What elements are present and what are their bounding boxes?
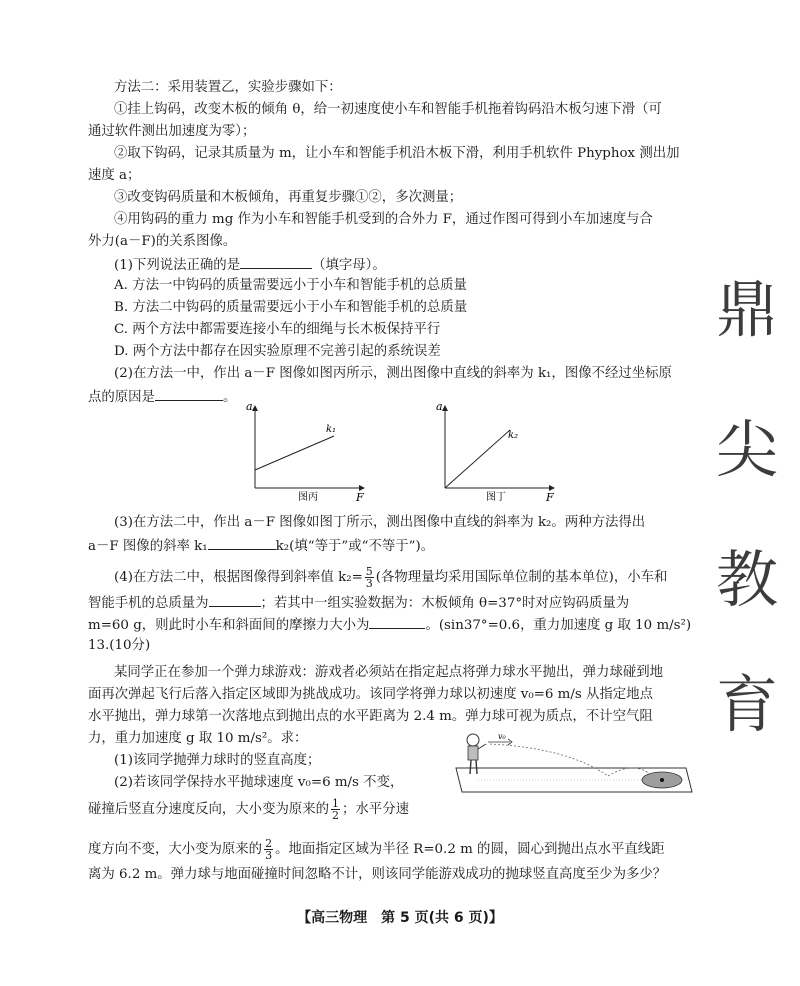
q13-sub2-line2: [88, 798, 409, 821]
q3-answer-blank: [208, 536, 276, 550]
q1-stem-pre: (1)下列说法正确的是: [114, 258, 241, 273]
watermark-char-3: 教: [716, 543, 779, 616]
q4-fraction-num: 5: [365, 565, 373, 578]
q13-sub2-line2-pre: 碰撞后竖直分速度反向，大小变为原来的: [88, 802, 330, 817]
q13-sub2-line3-post: 。地面指定区域为半径 R=0.2 m 的圆，圆心到抛出点水平直线距: [275, 842, 665, 857]
q2-line2-post: 。: [222, 390, 237, 405]
q4-line1-post: (各物理量均采用国际单位制的基本单位)，小车和: [375, 570, 668, 585]
q4-fraction: [365, 566, 374, 589]
target-center: [660, 778, 664, 782]
q13-para-line1: 某同学正在参加一个弹力球游戏：游戏者必须站在指定起点将弹力球水平抛出，弹力球碰到地: [114, 665, 664, 680]
graph-ding-line: [445, 430, 510, 488]
q3-line2-post: k₂(填“等于”或“不等于”)。: [275, 539, 435, 554]
q3-line2: [88, 536, 434, 556]
q13-header: 13.(10分): [88, 638, 151, 653]
q2-line1: (2)在方法一中，作出 a－F 图像如图丙所示，测出图像中直线的斜率为 k₁，图像不经过坐标原: [114, 366, 672, 381]
q1-stem: [114, 255, 386, 275]
q4-mass-blank: [209, 593, 261, 607]
q13-para-line4: 力，重力加速度 g 取 10 m/s²。求：: [88, 731, 308, 746]
q4-friction-blank: [369, 615, 425, 629]
q1-option-a: A. 方法一中钩码的质量需要远小于小车和智能手机的总质量: [114, 278, 467, 293]
q1-option-b: B. 方法二中钩码的质量需要远小于小车和智能手机的总质量: [114, 300, 468, 315]
method2-step1-line1: ①挂上钩码，改变木板的倾角 θ，给一初速度使小车和智能手机拖着钩码沿木板匀速下滑（可: [114, 102, 662, 117]
method2-heading: 方法二：采用装置乙，实验步骤如下：: [114, 80, 342, 95]
q2-answer-blank: [155, 387, 223, 401]
q3-line2-pre: a－F 图像的斜率 k₁: [88, 539, 208, 554]
watermark-char-1: 鼎: [716, 273, 779, 346]
q4-line1-pre: (4)在方法二中，根据图像得到斜率值 k₂=: [114, 570, 363, 585]
graph-ding-x-label: F: [546, 491, 554, 504]
student-body: [468, 746, 478, 760]
graph-bing-slope-label: k₁: [326, 424, 337, 435]
ball-game-figure: [448, 728, 694, 794]
student-leg-left: [470, 760, 471, 774]
q13-sub1: (1)该同学抛弹力球时的竖直高度；: [114, 753, 321, 768]
graph-ding-caption: 图丁: [486, 492, 506, 503]
graph-bing-y-label: a: [246, 400, 253, 413]
watermark-char-4: 育: [716, 668, 779, 741]
student-leg-right: [476, 760, 477, 774]
q4-line2: [88, 593, 629, 613]
velocity-label: v₀: [498, 732, 506, 741]
q4-fraction-den: 3: [365, 577, 373, 590]
q13-sub2-line3: [88, 838, 665, 861]
q1-answer-blank: [240, 255, 312, 269]
graph-bing-caption: 图丙: [298, 492, 318, 503]
q2-line2: [88, 387, 236, 407]
q4-line2-post: ；若其中一组实验数据为：木板倾角 θ=37°时对应钩码质量为: [260, 596, 630, 611]
q4-line2-pre: 智能手机的总质量为: [88, 596, 209, 611]
q13-sub2-line1: (2)若该同学保持水平抛球速度 v₀=6 m/s 不变，: [114, 775, 404, 790]
student-head: [467, 734, 479, 746]
method2-step3: ③改变钩码质量和木板倾角，再重复步骤①②，多次测量；: [114, 190, 463, 205]
graph-bing-x-label: F: [356, 491, 364, 504]
q13-fraction-half-num: 1: [332, 797, 340, 810]
q13-sub2-line2-post: ；水平分速: [342, 802, 409, 817]
ball-trajectory-1: [490, 744, 608, 776]
graph-ding: [426, 400, 556, 506]
graph-ding-slope-label: k₂: [508, 430, 519, 441]
watermark-char-2: 尖: [716, 413, 779, 486]
graph-bing-line: [255, 436, 334, 470]
method2-step2-line1: ②取下钩码，记录其质量为 m，让小车和智能手机沿木板下滑，利用手机软件 Phyphox 测出加: [114, 146, 680, 161]
method2-step1-line2: 通过软件测出加速度为零）；: [88, 124, 256, 139]
q13-sub2-line3-pre: 度方向不变，大小变为原来的: [88, 842, 263, 857]
q1-stem-post: （填字母）。: [312, 258, 386, 273]
method2-step4-line1: ④用钩码的重力 mg 作为小车和智能手机受到的合外力 F，通过作图可得到小车加速度与合: [114, 212, 653, 227]
q13-sub2-line4: 离为 6.2 m。弹力球与地面碰撞时间忽略不计，则该同学能游戏成功的抛球竖直高度至少为多少？: [88, 867, 667, 882]
q13-fraction-twothirds-den: 3: [265, 849, 273, 862]
method2-step2-line2: 速度 a；: [88, 168, 141, 183]
q13-para-line2: 面再次弹起飞行后落入指定区域即为挑战成功。该同学将弹力球以初速度 v₀=6 m/s 从指定地点: [88, 687, 653, 702]
q1-option-c: C. 两个方法中都需要连接小车的细绳与长木板保持平行: [114, 322, 441, 337]
q4-line1: [114, 566, 667, 589]
graph-ding-y-label: a: [436, 400, 443, 413]
method2-step4-line2: 外力(a－F)的关系图像。: [88, 234, 237, 249]
q4-line3-post: 。(sin37°=0.6，重力加速度 g 取 10 m/s²): [425, 618, 692, 633]
q13-fraction-twothirds-num: 2: [265, 837, 273, 850]
q4-line3: [88, 615, 691, 635]
student-arm: [478, 744, 486, 749]
q13-fraction-twothirds: [264, 838, 273, 861]
page-footer: 【高三物理 第 5 页(共 6 页)】: [297, 910, 503, 926]
graph-bing: [236, 400, 366, 506]
q1-option-d: D. 两个方法中都存在因实验原理不完善引起的系统误差: [114, 344, 441, 359]
q13-fraction-half: [331, 798, 340, 821]
q2-line2-pre: 点的原因是: [88, 390, 155, 405]
q3-line1: (3)在方法二中，作出 a－F 图像如图丁所示，测出图像中直线的斜率为 k₂。两种方法得出: [114, 515, 646, 530]
q4-line3-pre: m=60 g，则此时小车和斜面间的摩擦力大小为: [88, 618, 370, 633]
q13-fraction-half-den: 2: [332, 809, 340, 822]
q13-para-line3: 水平抛出，弹力球第一次落地点到抛出点的水平距离为 2.4 m。弹力球可视为质点，不计空气阻: [88, 709, 653, 724]
